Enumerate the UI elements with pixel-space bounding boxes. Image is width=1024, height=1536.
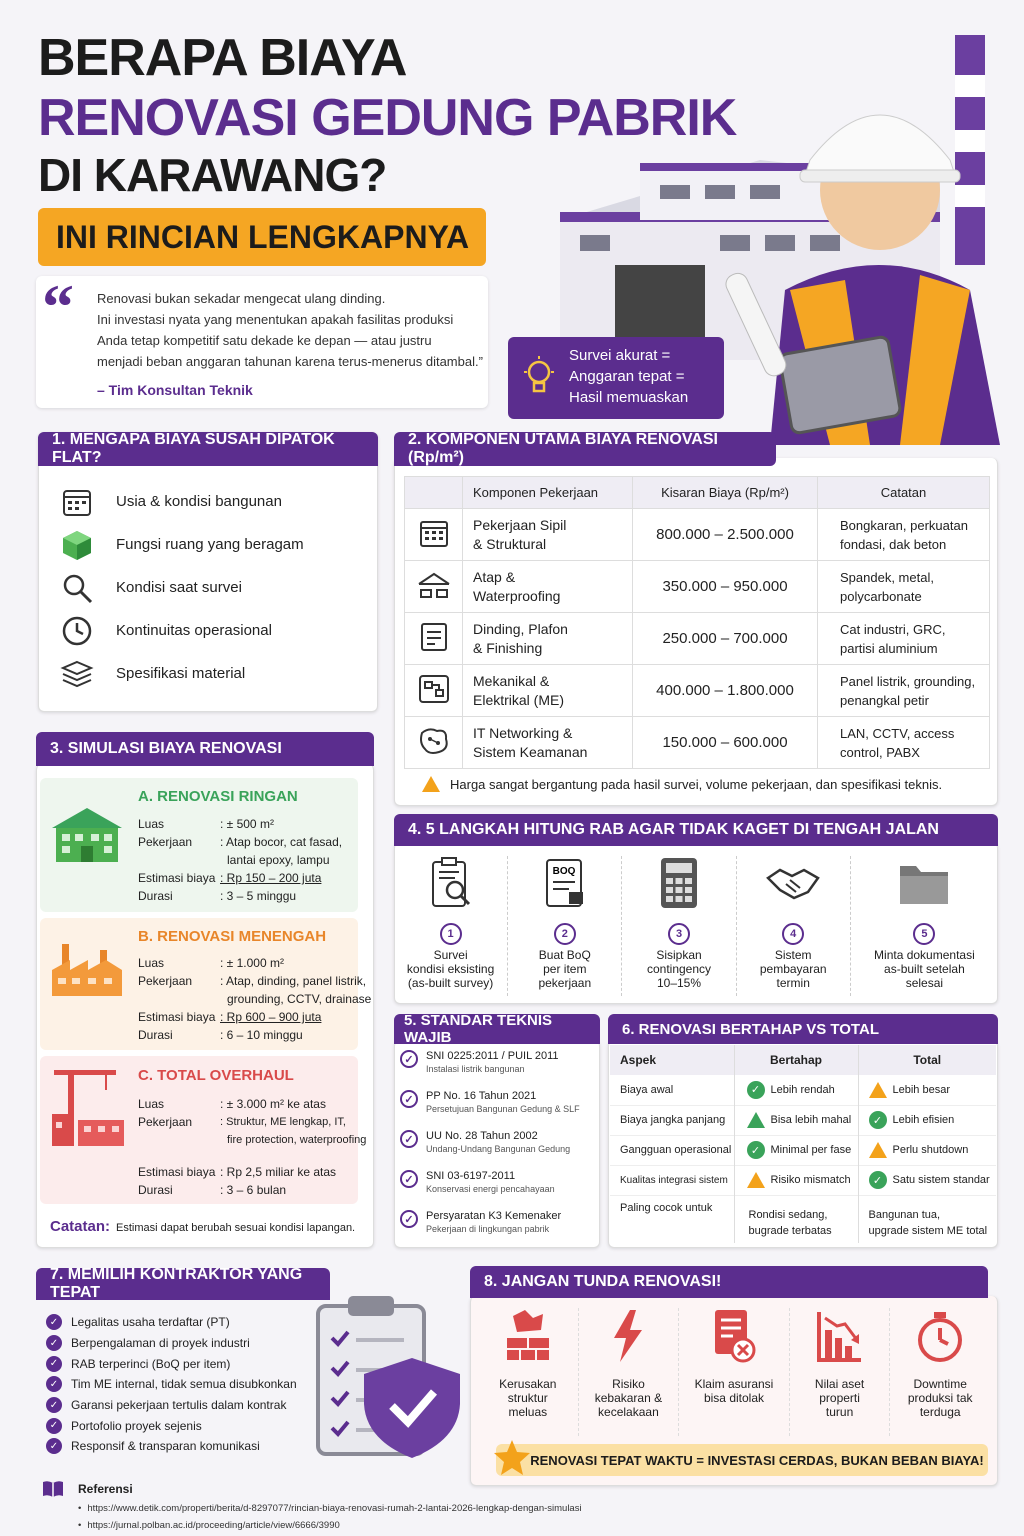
risk-label: Kerusakan: [499, 1377, 557, 1391]
list-item: [60, 652, 360, 695]
simulation-note: [50, 1218, 355, 1235]
risk-item: [579, 1308, 680, 1436]
section-2-header: 2. KOMPONEN UTAMA BIAYA RENOVASI (Rp/m²): [394, 432, 776, 466]
note-label: Catatan:: [50, 1218, 111, 1235]
field-value: : 3 – 5 minggu: [220, 889, 297, 903]
rejected-document-icon: [711, 1308, 757, 1364]
clock-icon: [60, 614, 94, 648]
table-row: [405, 561, 990, 613]
component-name: Elektrikal (ME): [473, 691, 565, 708]
step-label: pembayaran: [759, 962, 827, 976]
bertahap-value: Lebih rendah: [770, 1083, 835, 1096]
aspect: Biaya jangka panjang: [610, 1105, 734, 1135]
table-row: [610, 1165, 996, 1195]
risk-item: [790, 1308, 891, 1436]
risk-label: struktur: [507, 1391, 548, 1405]
orange-factory-icon: [48, 940, 126, 998]
table-row: [405, 665, 990, 717]
step-number: 5: [913, 923, 935, 945]
standard-title: SNI 0225:2011 / PUIL 2011: [426, 1050, 559, 1062]
step-item: [622, 856, 736, 996]
magnifier-icon: [60, 571, 94, 605]
note-text: Estimasi dapat berubah sesuai kondisi lapangan.: [116, 1222, 356, 1234]
section-5-header: 5. STANDAR TEKNIS WAJIB: [394, 1014, 600, 1044]
risk-label: Risiko: [612, 1377, 645, 1391]
component-name: & Finishing: [473, 639, 543, 656]
standard-title: UU No. 28 Tahun 2002: [426, 1130, 538, 1142]
table-header: Kisaran Biaya (Rp/m²): [633, 477, 818, 509]
step-number: 1: [440, 923, 462, 945]
handshake-icon: [764, 856, 822, 910]
checklist-item: [46, 1333, 326, 1354]
note: Bongkaran, perkuatan: [840, 517, 968, 533]
step-label: pekerjaan: [538, 976, 592, 990]
field-label: Estimasi biaya: [138, 1010, 216, 1024]
note: penangkal petir: [840, 692, 929, 708]
clipboard-shield-icon: [312, 1292, 472, 1462]
note: Panel listrik, grounding,: [840, 673, 976, 689]
step-label: Sisipkan: [656, 948, 702, 962]
field-label: Pekerjaan: [138, 974, 193, 988]
warning-icon: [747, 1112, 765, 1128]
section-3-header: 3. SIMULASI BIAYA RENOVASI: [36, 732, 374, 766]
risk-item: [478, 1308, 579, 1436]
aspect: Kualitas integrasi sistem: [610, 1165, 734, 1195]
step-label: Sistem: [774, 948, 812, 962]
risk-label: properti: [819, 1391, 860, 1405]
risk-label: turun: [825, 1405, 854, 1419]
field-label: Estimasi biaya: [138, 1165, 216, 1179]
star-icon: [492, 1438, 532, 1478]
field-value: : ± 500 m²: [220, 817, 274, 831]
note: LAN, CCTV, access: [840, 725, 955, 741]
step-number: 4: [782, 923, 804, 945]
risk-row: [478, 1308, 990, 1436]
aspect: Paling cocok untuk: [610, 1195, 734, 1243]
reference-link[interactable]: https://jurnal.polban.ac.id/proceeding/article/view/6666/3990: [87, 1520, 340, 1531]
cost-range: 150.000 – 600.000: [633, 717, 818, 769]
quote-line: Ini investasi nyata yang menentukan apakah fasilitas produksi: [97, 312, 454, 327]
check-icon: ✓: [46, 1356, 62, 1372]
warning-icon: [869, 1082, 887, 1098]
checklist-label: RAB terperinci (BoQ per item): [71, 1356, 231, 1371]
step-label: termin: [776, 976, 810, 990]
step-number: 3: [668, 923, 690, 945]
standards-list: [400, 1050, 596, 1250]
field-label: Luas: [138, 817, 165, 831]
reference-link[interactable]: https://www.detik.com/properti/berita/d-8297077/rincian-biaya-renovasi-rumah-2-lantai-2026-lengkap-dengan-simulasi: [87, 1503, 582, 1514]
step-label: as-built setelah: [884, 962, 965, 976]
note: control, PABX: [840, 744, 920, 760]
table-header: Komponen Pekerjaan: [463, 477, 633, 509]
list-item: [60, 566, 360, 609]
standard-item: [400, 1210, 596, 1250]
note: Cat industri, GRC,: [840, 621, 946, 637]
check-circle-icon: ✓: [400, 1050, 418, 1068]
check-circle-icon: ✓: [400, 1170, 418, 1188]
tagline-banner: [496, 1444, 988, 1476]
clipboard-search-icon: [427, 856, 475, 910]
step-label: contingency: [646, 962, 712, 976]
risk-label: Klaim asuransi: [694, 1377, 774, 1391]
step-item: [394, 856, 508, 996]
step-item: [851, 856, 998, 996]
field-label: Durasi: [138, 889, 173, 903]
standard-desc: Instalasi listrik bangunan: [426, 1064, 525, 1074]
bertahap-value: Risiko mismatch: [770, 1174, 851, 1186]
section-8-header: 8. JANGAN TUNDA RENOVASI!: [470, 1266, 988, 1298]
contractor-checklist: [46, 1312, 326, 1457]
boq-tag: BOQ: [552, 866, 576, 877]
steps-row: [394, 856, 998, 996]
check-icon: ✓: [46, 1376, 62, 1392]
check-icon: ✓: [46, 1335, 62, 1351]
component-name: IT Networking &: [473, 724, 573, 741]
checklist-label: Tim ME internal, tidak semua disubkonkan: [71, 1377, 297, 1392]
checklist-item: [46, 1436, 326, 1457]
standard-title: PP No. 16 Tahun 2021: [426, 1090, 537, 1102]
note: fondasi, dak beton: [840, 536, 947, 552]
total-value: Lebih besar: [892, 1083, 950, 1096]
check-icon: ✓: [869, 1111, 887, 1129]
bertahap-value: bugrade terbatas: [748, 1225, 832, 1237]
section-1-list: [60, 480, 360, 695]
building-grid-icon: [418, 517, 450, 549]
total-value: Lebih efisien: [892, 1114, 955, 1126]
checklist-item: [46, 1312, 326, 1333]
field-value: grounding, CCTV, drainase: [227, 992, 372, 1006]
table-header: Catatan: [818, 477, 990, 509]
field-value: : 3 – 6 bulan: [220, 1183, 287, 1197]
standard-desc: Persetujuan Bangunan Gedung & SLF: [426, 1104, 580, 1114]
field-label: Pekerjaan: [138, 1115, 193, 1129]
step-item: [508, 856, 622, 996]
reference-item[interactable]: • https://jurnal.polban.ac.id/proceeding/article/view/6666/3990: [78, 1517, 582, 1534]
section-1-header: 1. MENGAPA BIAYA SUSAH DIPATOK FLAT?: [38, 432, 378, 466]
layers-icon: [60, 657, 94, 691]
aspect: Gangguan operasional: [610, 1135, 734, 1165]
red-crane-icon: [48, 1064, 130, 1148]
list-item-label: Kondisi saat survei: [116, 579, 242, 596]
step-label: selesai: [905, 976, 944, 990]
table-row: [610, 1105, 996, 1135]
check-icon: ✓: [747, 1141, 765, 1159]
field-label: Pekerjaan: [138, 835, 193, 849]
field-value: : ± 1.000 m²: [220, 956, 284, 970]
book-icon: [42, 1480, 64, 1498]
checklist-label: Berpengalaman di proyek industri: [71, 1336, 250, 1351]
callout-line: Hasil memuaskan: [569, 389, 689, 406]
reference-item[interactable]: • https://www.detik.com/properti/berita/d-8297077/rincian-biaya-renovasi-rumah-2-lantai-2026-lengkap-dengan-simulasi: [78, 1500, 582, 1517]
standard-item: [400, 1170, 596, 1210]
broken-wall-icon: [503, 1308, 553, 1364]
check-icon: ✓: [46, 1397, 62, 1413]
risk-label: meluas: [508, 1405, 548, 1419]
standard-item: [400, 1130, 596, 1170]
standard-title: SNI 03-6197-2011: [426, 1170, 516, 1182]
risk-item: [679, 1308, 790, 1436]
simulation-title: C. TOTAL OVERHAUL: [138, 1067, 294, 1084]
stopwatch-icon: [915, 1308, 965, 1364]
field-label: Durasi: [138, 1183, 173, 1197]
cost-range: 350.000 – 950.000: [633, 561, 818, 613]
bertahap-value: Rondisi sedang,: [748, 1209, 828, 1221]
standard-item: [400, 1090, 596, 1130]
warning-icon: [747, 1172, 765, 1188]
component-name: Sistem Keamanan: [473, 743, 588, 760]
total-value: upgrade sistem ME total: [868, 1225, 988, 1237]
cost-table: [404, 476, 990, 769]
component-name: Atap &: [473, 568, 516, 585]
tagline-text: RENOVASI TEPAT WAKTU = INVESTASI CERDAS, BUKAN BEBAN BIAYA!: [530, 1452, 984, 1468]
warning-icon: [869, 1142, 887, 1158]
lightning-icon: [608, 1308, 648, 1364]
check-circle-icon: ✓: [400, 1130, 418, 1148]
cost-range: 800.000 – 2.500.000: [633, 509, 818, 561]
declining-chart-icon: [815, 1308, 865, 1364]
table-row: [610, 1135, 996, 1165]
references-title: Referensi: [78, 1482, 133, 1496]
step-label: Minta dokumentasi: [874, 948, 975, 962]
section-6-header: 6. RENOVASI BERTAHAP VS TOTAL: [608, 1014, 998, 1044]
risk-item: [890, 1308, 990, 1436]
field-label: Durasi: [138, 1028, 173, 1042]
list-item: [60, 523, 360, 566]
risk-label: produksi tak: [907, 1391, 973, 1405]
comparison-table: [610, 1045, 996, 1243]
price-warning: [422, 776, 942, 792]
table-row: [405, 613, 990, 665]
aspect: Biaya awal: [610, 1075, 734, 1105]
callout-line: Survei akurat =: [569, 347, 671, 364]
risk-label: Downtime: [913, 1377, 967, 1391]
component-name: Waterproofing: [473, 587, 561, 604]
field-label: Luas: [138, 1097, 165, 1111]
component-name: Mekanikal &: [473, 672, 550, 689]
field-value: : Rp 150 – 200 juta: [220, 871, 322, 885]
callout-line: Anggaran tepat =: [569, 368, 685, 385]
check-icon: ✓: [747, 1081, 765, 1099]
standard-item: [400, 1050, 596, 1090]
quote-line: Anda tetap kompetitif satu dekade ke depan — atau justru: [97, 333, 432, 348]
standard-title: Persyaratan K3 Kemenaker: [426, 1210, 562, 1222]
step-number: 2: [554, 923, 576, 945]
section-7-header: 7. MEMILIH KONTRAKTOR YANG TEPAT: [36, 1268, 330, 1300]
table-row: [610, 1075, 996, 1105]
calendar-icon: [60, 485, 94, 519]
subtitle-text: INI RINCIAN LENGKAPNYA: [56, 218, 470, 255]
bertahap-value: Minimal per fase: [770, 1144, 852, 1156]
quote-author: – Tim Konsultan Teknik: [97, 382, 253, 398]
standard-desc: Undang-Undang Bangunan Gedung: [426, 1144, 571, 1154]
cost-range: 400.000 – 1.800.000: [633, 665, 818, 717]
checklist-item: [46, 1353, 326, 1374]
cost-range: 250.000 – 700.000: [633, 613, 818, 665]
table-row: [405, 509, 990, 561]
step-label: per item: [543, 962, 587, 976]
table-header: Total: [913, 1053, 942, 1067]
checklist-label: Legalitas usaha terdaftar (PT): [71, 1315, 230, 1330]
list-item-label: Kontinuitas operasional: [116, 622, 272, 639]
step-label: 10–15%: [656, 976, 702, 990]
green-building-icon: [48, 806, 126, 864]
table-row: [405, 717, 990, 769]
step-item: [737, 856, 851, 996]
section-4-header: 4. 5 LANGKAH HITUNG RAB AGAR TIDAK KAGET DI TENGAH JALAN: [394, 814, 998, 846]
calculator-icon: [655, 856, 703, 910]
checklist-item: [46, 1374, 326, 1395]
wall-icon: [419, 621, 449, 653]
note: partisi aluminium: [840, 640, 938, 656]
field-value: : Atap, dinding, panel listrik,: [220, 974, 367, 988]
table-row: [610, 1195, 996, 1243]
component-name: Dinding, Plafon: [473, 620, 568, 637]
simulation-title: B. RENOVASI MENENGAH: [138, 928, 327, 945]
risk-label: kecelakaan: [598, 1405, 659, 1419]
field-value: : 6 – 10 minggu: [220, 1028, 303, 1042]
quote-line: Renovasi bukan sekadar mengecat ulang dinding.: [97, 291, 386, 306]
list-item-label: Fungsi ruang yang beragam: [116, 536, 304, 553]
field-value: : ± 3.000 m² ke atas: [220, 1097, 326, 1111]
step-label: Survei: [433, 948, 468, 962]
list-item: [60, 609, 360, 652]
field-value: : Rp 2,5 miliar ke atas: [220, 1165, 337, 1179]
quote-box: [36, 271, 488, 408]
simulation-title: A. RENOVASI RINGAN: [138, 788, 298, 805]
warning-icon: [422, 776, 440, 792]
step-label: kondisi eksisting: [406, 962, 495, 976]
standard-desc: Konservasi energi pencahayaan: [426, 1184, 555, 1194]
note: Spandek, metal,: [840, 569, 934, 585]
lightbulb-icon: [522, 355, 556, 399]
subtitle-banner: [38, 208, 486, 266]
risk-label: terduga: [919, 1405, 961, 1419]
table-header: Bertahap: [734, 1045, 858, 1075]
quote-line: menjadi beban anggaran tahunan karena terus-menerus ditambal.”: [97, 354, 483, 369]
title-line-1: BERAPA BIAYA: [38, 29, 407, 87]
checklist-label: Responsif & transparan komunikasi: [71, 1439, 260, 1454]
title-line-2: RENOVASI GEDUNG PABRIK: [38, 89, 737, 147]
risk-label: bisa ditolak: [703, 1391, 765, 1405]
network-icon: [417, 725, 451, 757]
circuit-icon: [417, 673, 451, 705]
check-circle-icon: ✓: [400, 1090, 418, 1108]
cube-icon: [60, 528, 94, 562]
field-label: Estimasi biaya: [138, 871, 216, 885]
list-item: [60, 480, 360, 523]
risk-label: Nilai aset: [814, 1377, 865, 1391]
quote-mark-icon: “: [42, 271, 74, 342]
field-value: : Atap bocor, cat fasad,: [220, 835, 343, 849]
total-value: Perlu shutdown: [892, 1144, 969, 1156]
folder-icon: [896, 856, 952, 910]
warning-text: Harga sangat bergantung pada hasil survei, volume pekerjaan, dan spesifikasi teknis.: [450, 776, 943, 792]
boq-document-icon: [541, 856, 589, 910]
field-label: Luas: [138, 956, 165, 970]
checklist-item: [46, 1395, 326, 1416]
component-name: & Struktural: [473, 535, 547, 552]
standard-desc: Pekerjaan di lingkungan pabrik: [426, 1224, 550, 1234]
bertahap-value: Bisa lebih mahal: [770, 1114, 852, 1126]
check-circle-icon: ✓: [400, 1210, 418, 1228]
field-value: : Struktur, ME lengkap, IT,: [220, 1116, 346, 1128]
total-value: Bangunan tua,: [868, 1209, 941, 1221]
component-name: Pekerjaan Sipil: [473, 516, 567, 533]
list-item-label: Usia & kondisi bangunan: [116, 493, 282, 510]
step-label: Buat BoQ: [538, 948, 591, 962]
total-value: Satu sistem standar: [892, 1174, 990, 1186]
check-icon: ✓: [46, 1314, 62, 1330]
check-icon: ✓: [46, 1438, 62, 1454]
step-label: (as-built survey): [407, 976, 494, 990]
checklist-label: Garansi pekerjaan tertulis dalam kontrak: [71, 1398, 287, 1413]
references-list: [78, 1500, 582, 1534]
survey-callout: [508, 337, 724, 419]
list-item-label: Spesifikasi material: [116, 665, 246, 682]
check-icon: ✓: [46, 1418, 62, 1434]
title-line-3: DI KARAWANG?: [38, 149, 387, 201]
checklist-item: [46, 1415, 326, 1436]
table-header: Aspek: [610, 1045, 734, 1075]
roof-icon: [417, 570, 451, 600]
note: polycarbonate: [840, 588, 922, 604]
check-icon: ✓: [869, 1171, 887, 1189]
checklist-label: Portofolio proyek sejenis: [71, 1418, 202, 1433]
risk-label: kebakaran &: [594, 1391, 663, 1405]
field-value: : Rp 600 – 900 juta: [220, 1010, 322, 1024]
field-value: lantai epoxy, lampu: [227, 853, 330, 867]
field-value: fire protection, waterproofing: [227, 1134, 367, 1146]
